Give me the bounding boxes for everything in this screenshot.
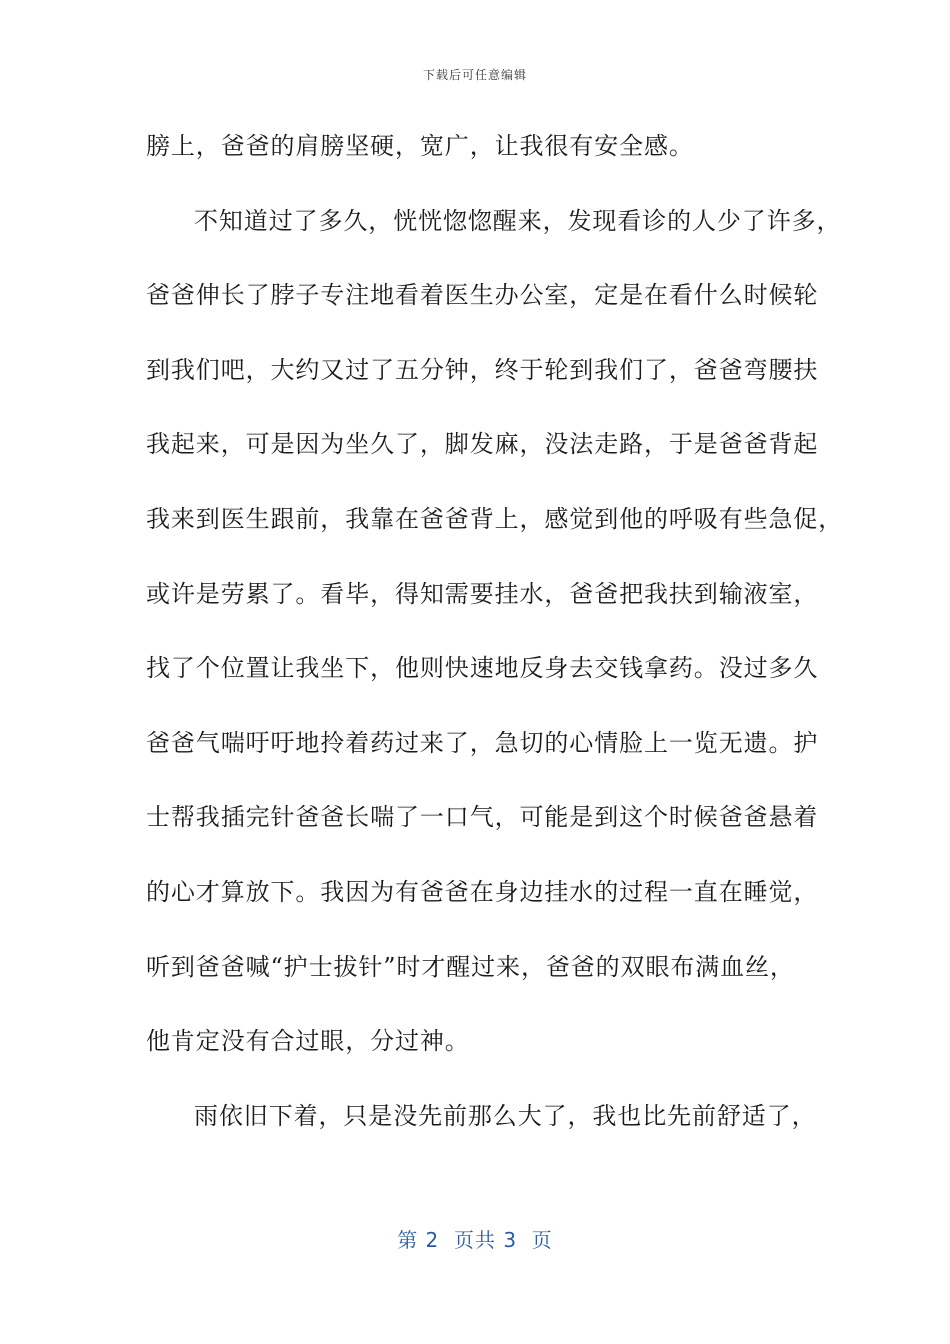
text-line-8: 找了个位置让我坐下，他则快速地反身去交钱拿药。没过多久 <box>146 654 819 683</box>
text-line-2: 不知道过了多久，恍恍惚惚醒来，发现看诊的人少了许多， <box>194 206 842 235</box>
page-number-footer: 第 2 页共 3 页 <box>397 1228 553 1252</box>
text-line-6: 我来到医生跟前，我靠在爸爸背上，感觉到他的呼吸有些急促， <box>146 504 844 533</box>
text-line-11: 的心才算放下。我因为有爸爸在身边挂水的过程一直在睡觉， <box>146 877 819 906</box>
document-body <box>146 124 844 1168</box>
page-header: 下载后可任意编辑 <box>422 68 527 82</box>
text-line-13: 他肯定没有合过眼，分过神。 <box>146 1027 470 1056</box>
text-line-7: 或许是劳累了。看毕，得知需要挂水，爸爸把我扶到输液室， <box>146 579 819 608</box>
text-line-12: 听到爸爸喊“护士拔针”时才醒过来，爸爸的双眼布满血丝， <box>146 952 795 981</box>
text-line-9: 爸爸气喘吁吁地拎着药过来了，急切的心情脸上一览无遗。护 <box>146 728 819 757</box>
text-line-4: 到我们吧，大约又过了五分钟，终于轮到我们了，爸爸弯腰扶 <box>146 355 819 384</box>
text-line-3: 爸爸伸长了脖子专注地看着医生办公室，定是在看什么时候轮 <box>146 281 819 310</box>
text-line-14: 雨依旧下着，只是没先前那么大了，我也比先前舒适了， <box>194 1101 817 1130</box>
text-line-10: 士帮我插完针爸爸长喘了一口气，可能是到这个时候爸爸悬着 <box>146 803 819 832</box>
text-line-5: 我起来，可是因为坐久了，脚发麻，没法走路，于是爸爸背起 <box>146 430 819 459</box>
text-line-1: 膀上，爸爸的肩膀坚硬，宽广，让我很有安全感。 <box>146 132 694 160</box>
